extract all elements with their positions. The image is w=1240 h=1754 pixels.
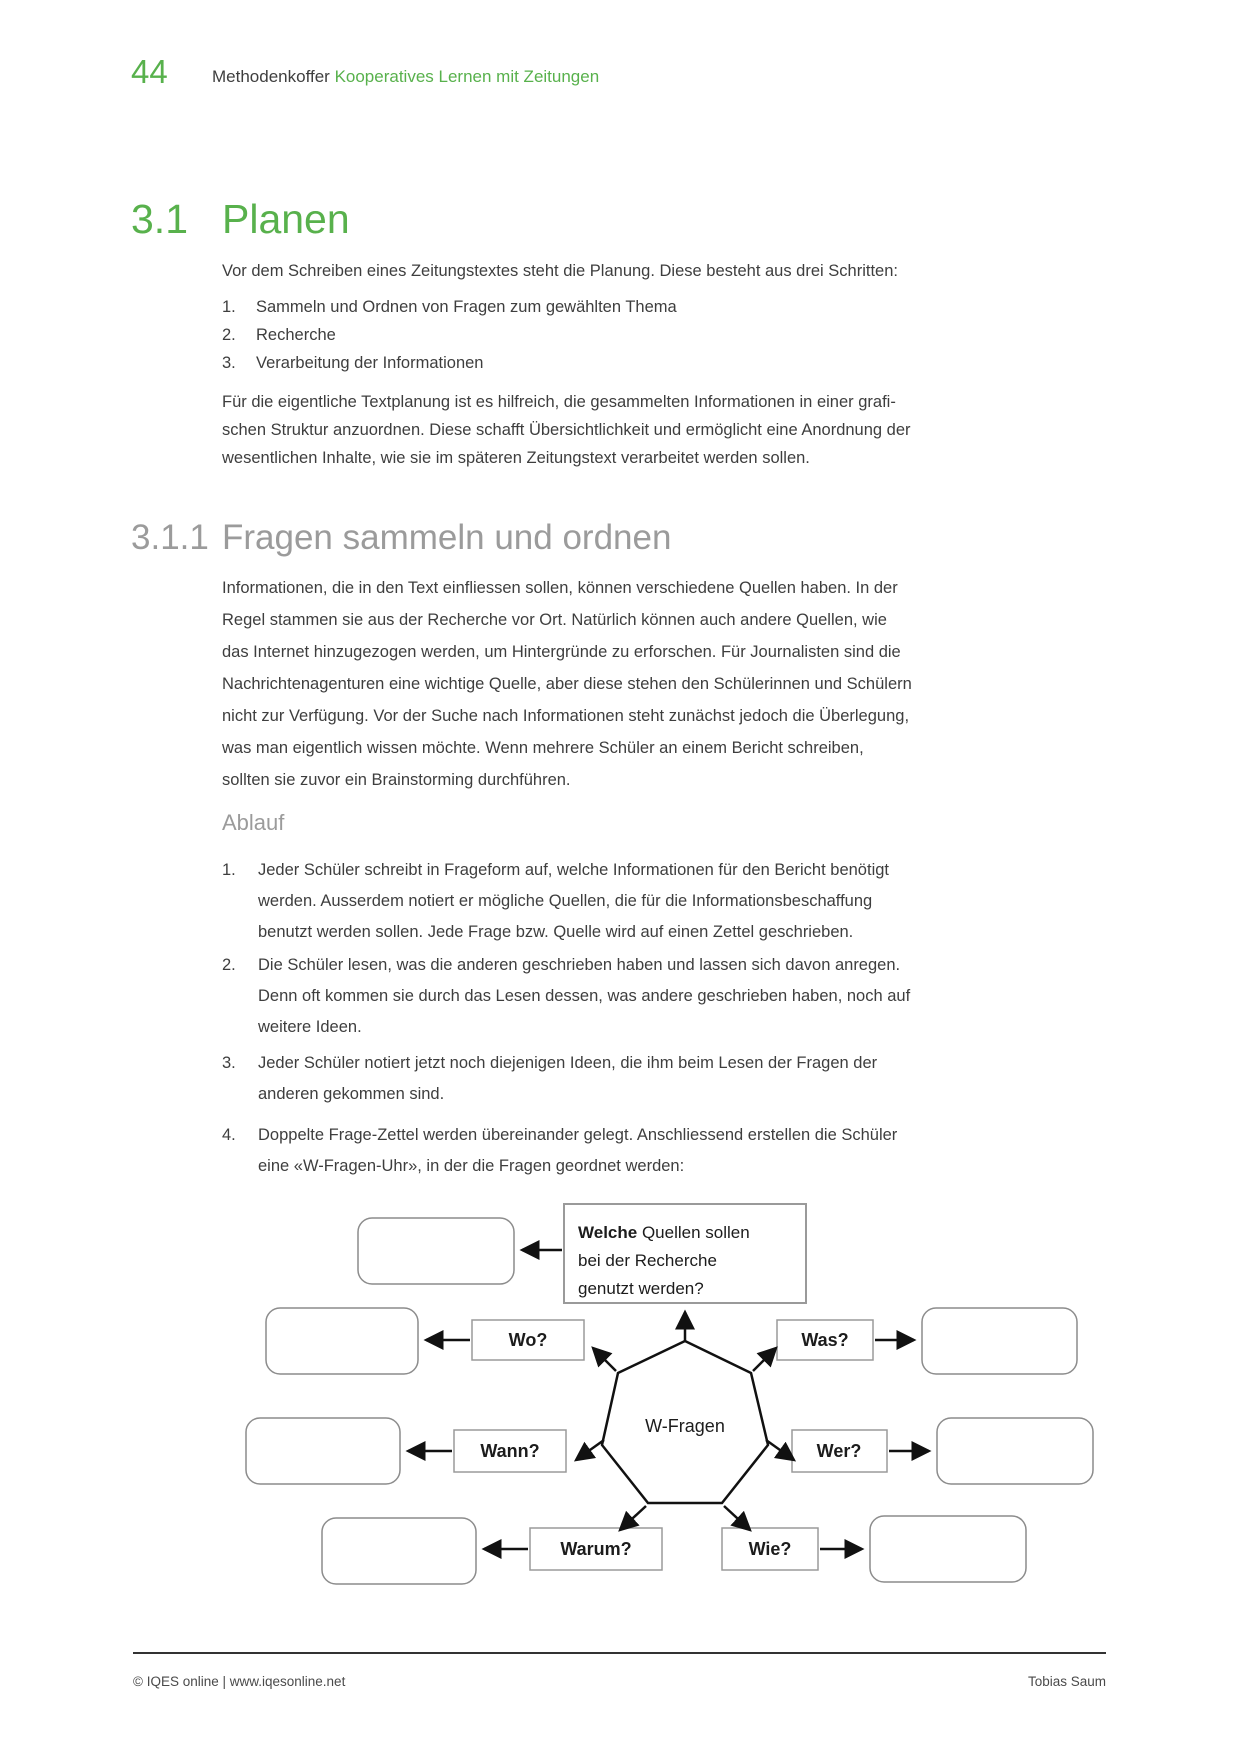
subsection-number: 3.1.1	[131, 518, 209, 557]
list-item	[222, 349, 677, 377]
list-number: 1.	[222, 861, 236, 879]
question-label-wann: Wann?	[480, 1441, 540, 1461]
text-line: was man eigentlich wissen möchte. Wenn mehrere Schüler an einem Bericht schreiben,	[222, 739, 864, 757]
list-number: 2.	[222, 326, 236, 344]
empty-note-box	[922, 1308, 1077, 1374]
header-title: Methodenkoffer	[212, 67, 330, 86]
text-line: Regel stammen sie aus der Recherche vor Ort. Natürlich können auch andere Quellen, wie	[222, 611, 887, 629]
ablauf-item	[222, 950, 910, 1043]
text-line: wesentlichen Inhalte, wie sie im späteren Zeitungstext verarbeitet werden sollen.	[222, 449, 810, 467]
list-number: 3.	[222, 354, 236, 372]
subsection-paragraph	[222, 572, 912, 796]
empty-note-box	[246, 1418, 400, 1484]
text-line: Für die eigentliche Textplanung ist es hilfreich, die gesammelten Informationen in einer grafi-	[222, 393, 896, 411]
question-label-warum: Warum?	[560, 1539, 632, 1559]
ablauf-item	[222, 1120, 897, 1182]
question-text: Quellen sollen	[637, 1223, 750, 1242]
empty-note-box	[322, 1518, 476, 1584]
list-number: 4.	[222, 1126, 236, 1144]
ablauf-item	[222, 855, 889, 948]
diagram-center-label: W-Fragen	[645, 1416, 725, 1436]
text-line: weitere Ideen.	[258, 1018, 362, 1036]
list-text: Sammeln und Ordnen von Fragen zum gewählten Thema	[256, 298, 677, 316]
empty-note-box	[937, 1418, 1093, 1484]
planning-steps-list	[222, 293, 677, 377]
question-label-wie: Wie?	[748, 1539, 792, 1559]
text-line: schen Struktur anzuordnen. Diese schafft Übersichtlichkeit und ermöglicht eine Anordnung der	[222, 421, 911, 439]
list-text: Recherche	[256, 326, 336, 344]
ablauf-item	[222, 1048, 877, 1110]
text-line: das Internet hinzugezogen werden, um Hintergründe zu erforschen. Für Journalisten sind die	[222, 643, 901, 661]
text-line: sollten sie zuvor ein Brainstorming durchführen.	[222, 771, 571, 789]
section-lead: Vor dem Schreiben eines Zeitungstextes steht die Planung. Diese besteht aus drei Schritten:	[222, 262, 898, 280]
section-title: Planen	[222, 196, 350, 242]
text-line: nicht zur Verfügung. Vor der Suche nach Informationen steht zunächst jedoch die Überlegung,	[222, 707, 910, 725]
question-label-was: Was?	[801, 1330, 849, 1350]
w-fragen-diagram	[210, 1180, 1110, 1660]
text-line: eine «W-Fragen-Uhr», in der die Fragen geordnet werden:	[258, 1157, 685, 1175]
arrow-heptagon-to-was	[753, 1348, 776, 1371]
arrow-heptagon-to-wo	[593, 1348, 616, 1371]
list-item	[222, 321, 677, 349]
text-line: werden. Ausserdem notiert er mögliche Quellen, die für die Informationsbeschaffung	[258, 892, 873, 910]
question-text: genutzt werden?	[578, 1279, 704, 1298]
empty-note-box	[870, 1516, 1026, 1582]
text-line: Die Schüler lesen, was die anderen geschrieben haben und lassen sich davon anregen.	[258, 956, 901, 974]
text-line: Doppelte Frage-Zettel werden übereinander gelegt. Anschliessend erstellen die Schüler	[258, 1126, 898, 1144]
arrow-heptagon-to-wann	[576, 1440, 604, 1460]
text-line: anderen gekommen sind.	[258, 1085, 445, 1103]
empty-note-box	[266, 1308, 418, 1374]
list-text: Verarbeitung der Informationen	[256, 354, 484, 372]
running-header	[212, 67, 599, 87]
page-number: 44	[131, 53, 168, 90]
footer-divider	[133, 1652, 1106, 1654]
section-number: 3.1	[131, 196, 188, 242]
ablauf-heading: Ablauf	[222, 810, 285, 835]
question-text: bei der Recherche	[578, 1251, 717, 1270]
footer-copyright: © IQES online | www.iqesonline.net	[133, 1674, 346, 1689]
subsection-title: Fragen sammeln und ordnen	[222, 518, 672, 557]
text-line: Jeder Schüler schreibt in Frageform auf, welche Informationen für den Bericht benötigt	[258, 861, 889, 879]
list-number: 3.	[222, 1054, 236, 1072]
list-item	[222, 293, 677, 321]
arrow-heptagon-to-warum	[620, 1506, 646, 1530]
text-line: Denn oft kommen sie durch das Lesen dessen, was andere geschrieben haben, noch auf	[258, 987, 911, 1005]
arrow-heptagon-to-wie	[724, 1506, 750, 1530]
empty-note-box	[358, 1218, 514, 1284]
list-number: 1.	[222, 298, 236, 316]
text-line: Nachrichtenagenturen eine wichtige Quelle, aber diese stehen den Schülerinnen und Schülern	[222, 675, 912, 693]
text-line: Informationen, die in den Text einfliessen sollen, können verschiedene Quellen haben. In der	[222, 579, 898, 597]
text-line: Jeder Schüler notiert jetzt noch diejenigen Ideen, die ihm beim Lesen der Fragen der	[258, 1054, 878, 1072]
question-label-wo: Wo?	[508, 1330, 548, 1350]
arrow-heptagon-to-wer	[766, 1440, 794, 1460]
question-label-wer: Wer?	[816, 1441, 862, 1461]
footer-author: Tobias Saum	[1027, 1674, 1106, 1689]
section-paragraph	[222, 388, 911, 472]
question-bold-word: Welche	[578, 1223, 638, 1242]
text-line: benutzt werden sollen. Jede Frage bzw. Quelle wird auf einen Zettel geschrieben.	[258, 923, 854, 941]
header-subtitle: Kooperatives Lernen mit Zeitungen	[334, 67, 600, 86]
svg-text:Welche Quellen sollen	[578, 1223, 750, 1242]
list-number: 2.	[222, 956, 236, 974]
